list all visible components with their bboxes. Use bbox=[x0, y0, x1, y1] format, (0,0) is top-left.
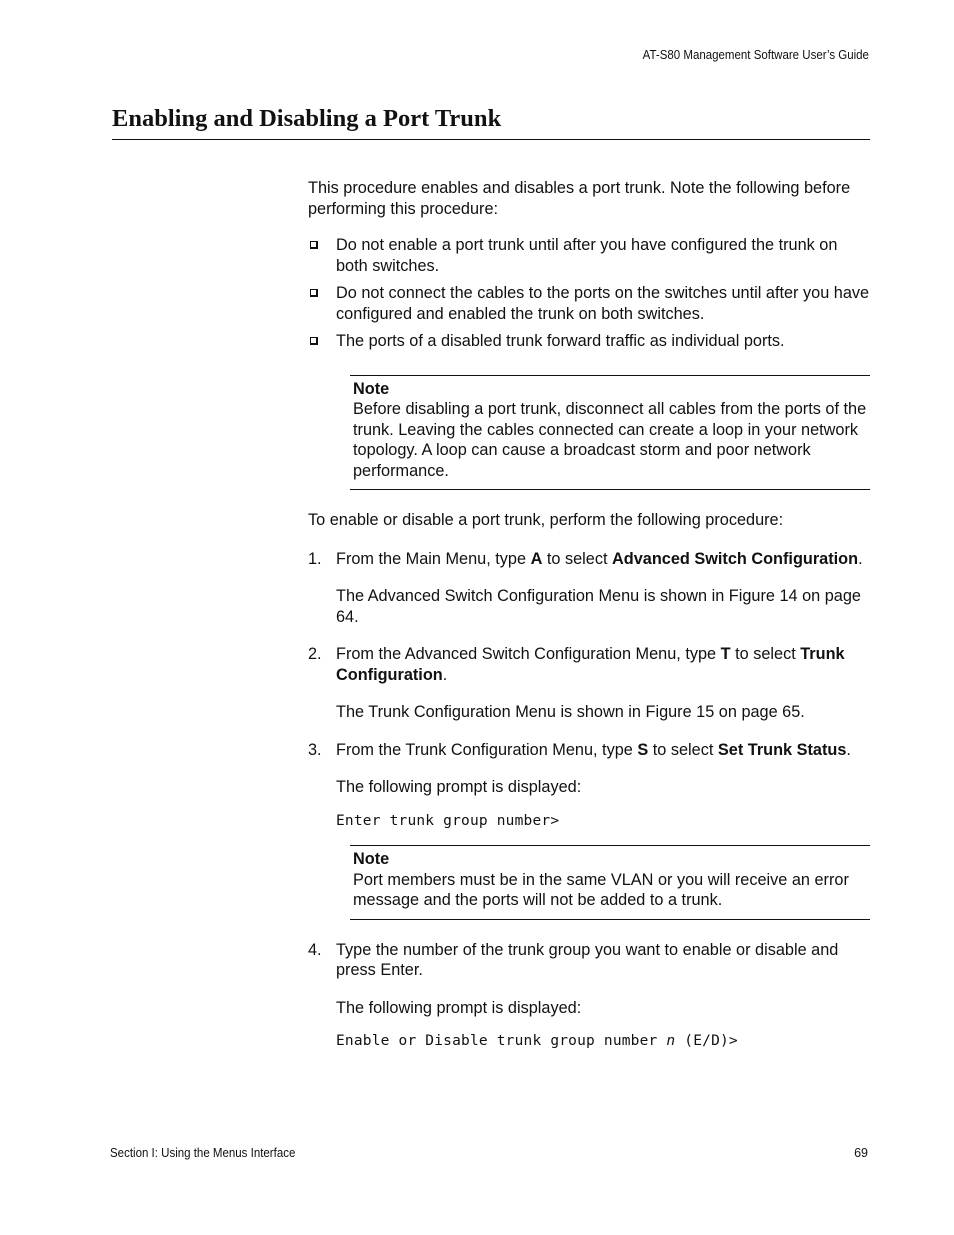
step-3 bbox=[308, 740, 870, 832]
note-box-vlan bbox=[350, 845, 870, 920]
menu-option: Trunk Configuration bbox=[336, 645, 845, 684]
procedure-lead: To enable or disable a port trunk, perform the following procedure: bbox=[308, 511, 784, 529]
step-instruction: Type the number of the trunk group you want to enable or disable and press Enter. bbox=[336, 940, 839, 979]
title-rule bbox=[112, 139, 870, 140]
checkbox-bullet-icon bbox=[310, 289, 318, 297]
console-prompt: Enter trunk group number> bbox=[336, 812, 560, 829]
procedure-steps-continued bbox=[308, 940, 870, 1052]
list-item-text: The ports of a disabled trunk forward traffic as individual ports. bbox=[336, 332, 785, 350]
intro-paragraph: This procedure enables and disables a port trunk. Note the following before performing this procedure: bbox=[308, 179, 851, 218]
step-number: 3. bbox=[308, 740, 322, 759]
step-number: 1. bbox=[308, 549, 322, 568]
console-prompt: Enable or Disable trunk group number n (E/D)> bbox=[336, 1033, 738, 1049]
step-instruction: From the Main Menu, type A to select Advanced Switch Configuration. bbox=[336, 549, 863, 568]
menu-key: S bbox=[637, 740, 649, 759]
note-heading: Note bbox=[353, 850, 390, 868]
note-text: Before disabling a port trunk, disconnect all cables from the ports of the trunk. Leaving the cables connected can create a loop in your network topology. A loop can cause a broadcast storm and poor network performance. bbox=[353, 400, 867, 480]
precaution-list bbox=[308, 235, 870, 352]
step-instruction: From the Trunk Configuration Menu, type S to select Set Trunk Status. bbox=[336, 740, 851, 759]
note-heading: Note bbox=[353, 379, 390, 398]
note-text: Port members must be in the same VLAN or you will receive an error message and the ports will not be added to a trunk. bbox=[353, 870, 849, 909]
menu-key: T bbox=[720, 645, 731, 663]
step-2 bbox=[308, 644, 870, 723]
list-item bbox=[308, 235, 870, 276]
list-item bbox=[308, 283, 870, 324]
checkbox-bullet-icon bbox=[310, 241, 318, 249]
list-item-text: Do not connect the cables to the ports on the switches until after you have configured and enabled the trunk on both switches. bbox=[336, 284, 870, 323]
footer-page-number: 69 bbox=[854, 1146, 868, 1160]
step-detail: The following prompt is displayed: bbox=[336, 778, 582, 796]
step-number: 2. bbox=[308, 645, 322, 663]
body-content bbox=[308, 178, 870, 1069]
checkbox-bullet-icon bbox=[310, 337, 318, 345]
step-instruction: From the Advanced Switch Configuration Menu, type T to select Trunk Configuration. bbox=[336, 645, 845, 684]
step-number: 4. bbox=[308, 940, 322, 959]
page-title: Enabling and Disabling a Port Trunk bbox=[112, 105, 502, 132]
footer-section-title: Section I: Using the Menus Interface bbox=[110, 1146, 296, 1160]
step-detail: The following prompt is displayed: bbox=[336, 998, 582, 1017]
list-item-text: Do not enable a port trunk until after you have configured the trunk on both switches. bbox=[336, 236, 838, 275]
procedure-steps bbox=[308, 549, 870, 832]
list-item bbox=[308, 331, 870, 352]
step-4 bbox=[308, 940, 870, 1052]
menu-option: Set Trunk Status bbox=[717, 740, 847, 759]
step-1 bbox=[308, 549, 870, 628]
menu-option: Advanced Switch Configuration bbox=[612, 549, 859, 568]
note-box-disable-warning bbox=[350, 375, 870, 491]
step-detail: The Trunk Configuration Menu is shown in Figure 15 on page 65. bbox=[336, 703, 805, 721]
menu-key: A bbox=[530, 549, 543, 568]
step-detail: The Advanced Switch Configuration Menu is shown in Figure 14 on page 64. bbox=[336, 587, 861, 626]
running-header: AT-S80 Management Software User’s Guide bbox=[642, 48, 869, 62]
variable-n: n bbox=[666, 1033, 676, 1049]
